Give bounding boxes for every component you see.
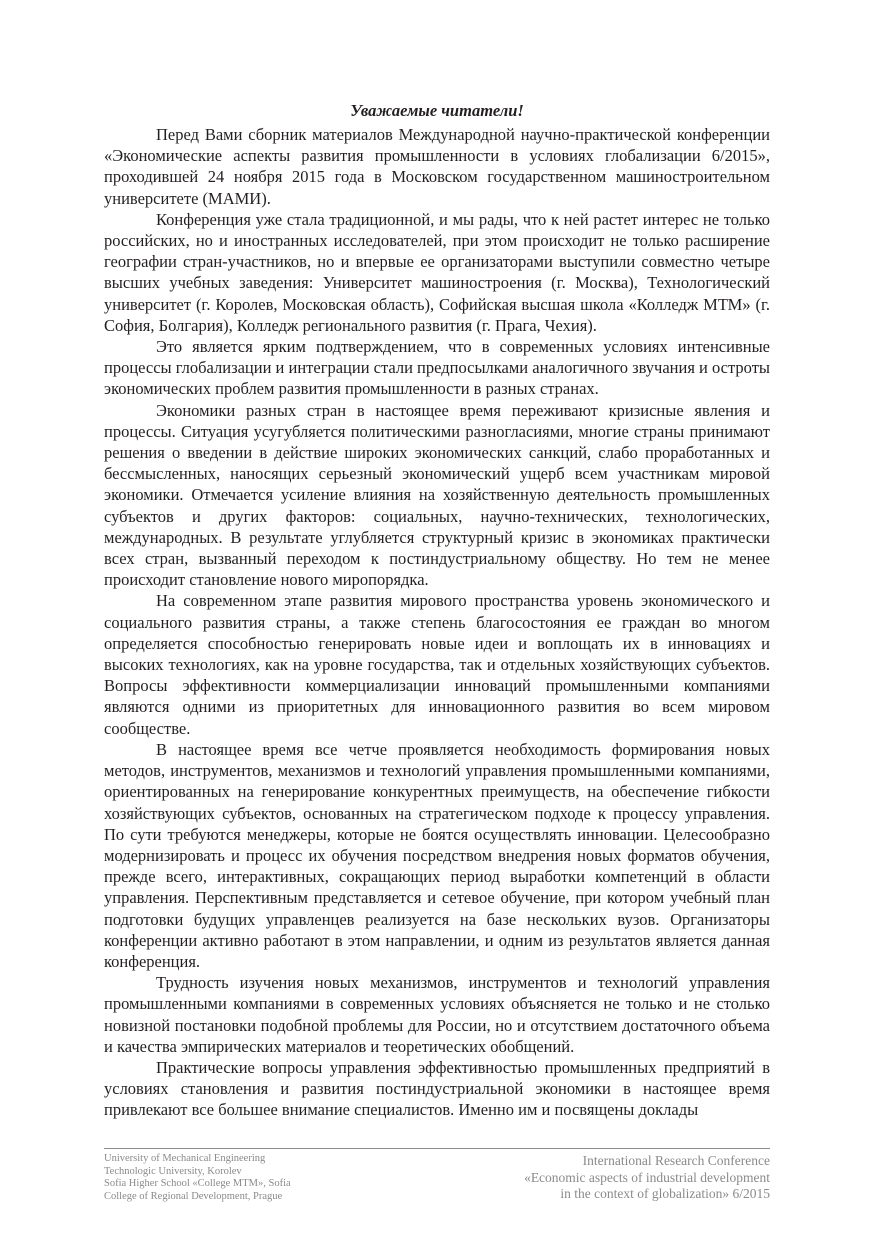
footer-conference-line: in the context of globalization» 6/2015: [560, 1186, 770, 1201]
page-footer: [104, 1148, 770, 1203]
paragraph: Это является ярким подтверждением, что в современных условиях интенсивные процессы глобализации и интеграции стали предпосылками аналогичного звучания и остроты экономических проблем развития промышленности в разных странах.: [104, 337, 770, 399]
footer-institution-line: Sofia Higher School «College MTM», Sofia: [104, 1178, 291, 1190]
footer-institution-line: Technologic University, Korolev: [104, 1165, 242, 1177]
paragraph: Перед Вами сборник материалов Международной научно-практической конференции «Экономические аспекты развития промышленности в условиях глобализации 6/2015», проходившей 24 ноября 2015 года в Московском государственном машиностроительном университете (МАМИ).: [104, 125, 770, 208]
paragraph: Практические вопросы управления эффективностью промышленных предприятий в условиях становления и развития постиндустриальной экономики в настоящее время привлекают все большее внимание специалистов. Именно им и посвящены доклады: [104, 1057, 770, 1120]
paragraph: Конференция уже стала традиционной, и мы рады, что к ней растет интерес не только российских, но и иностранных исследователей, при этом происходит не только расширение географии стран-участников, но и впервые ее организаторами выступили совместно четыре высших учебных заведения: Университет машиностроения (г. Москва), Технологический университет (г. Королев, Московская область), Софийская высшая школа «Колледж МТМ» (г. София, Болгария), Колледж регионального развития (г. Прага, Чехия).: [104, 209, 770, 335]
page-title: Уважаемые читатели!: [350, 101, 524, 120]
footer-institutions: [104, 1153, 291, 1203]
footer-conference: [524, 1153, 770, 1203]
paragraph: На современном этапе развития мирового пространства уровень экономического и социального развития страны, а также степень благосостояния ее граждан во многом определяется способностью генерировать новые идеи и воплощать их в инновациях и высоких технологиях, как на уровне государства, так и отдельных хозяйствующих субъектов. Вопросы эффективности коммерциализации инноваций промышленными компаниями являются одними из приоритетных для инновационного развития во всем мировом сообществе.: [104, 591, 770, 738]
footer-institution-line: University of Mechanical Engineering: [104, 1153, 266, 1164]
footer-conference-line: «Economic aspects of industrial development: [524, 1169, 770, 1185]
footer-institution-line: College of Regional Development, Prague: [104, 1190, 283, 1202]
paragraph: Экономики разных стран в настоящее время переживают кризисные явления и процессы. Ситуация усугубляется политическими разногласиями, многие страны принимают решения о введении в действие широких экономических санкций, слабо проработанных и бессмысленных, наносящих серьезный экономический ущерб всем участникам мировой экономики. Отмечается усиление влияния на хозяйственную деятельность промышленных субъектов и других факторов: социальных, научно-технических, технологических, международных. В результате углубляется структурный кризис в экономиках практически всех стран, вызванный переходом к постиндустриальному обществу. Но тем не менее происходит становление нового миропорядка.: [104, 400, 770, 590]
paragraph: Трудность изучения новых механизмов, инструментов и технологий управления промышленными компаниями в современных условиях объясняется не только и не столько новизной постановки подобной проблемы для России, но и отсутствием достаточного объема и качества эмпирических материалов и теоретических обобщений.: [104, 973, 770, 1056]
footer-conference-line: International Research Conference: [582, 1153, 770, 1168]
page-body: [104, 96, 770, 1121]
paragraph: В настоящее время все четче проявляется необходимость формирования новых методов, инструментов, механизмов и технологий управления промышленными компаниями, ориентированных на генерирование конкурентных преимуществ, на обеспечение гибкости хозяйствующих субъектов, основанных на стратегическом подходе к процессу управления. По сути требуются менеджеры, которые не боятся осуществлять инновации. Целесообразно модернизировать и процесс их обучения посредством внедрения новых форматов обучения, прежде всего, интерактивных, сокращающих период выработки компетенций в области управления. Перспективным представляется и сетевое обучение, при котором учебный план подготовки будущих управленцев реализуется на базе нескольких вузов. Организаторы конференции активно работают в этом направлении, и одним из результатов является данная конференция.: [104, 739, 770, 971]
